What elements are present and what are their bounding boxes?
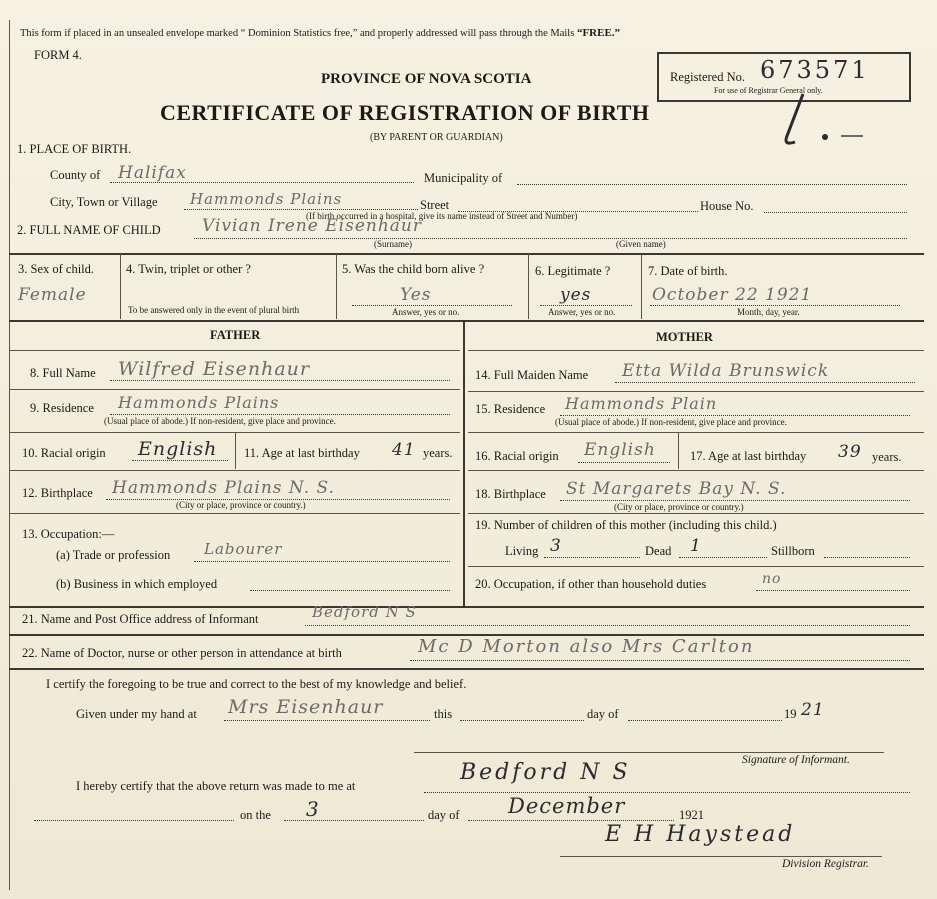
given-under-line	[224, 720, 430, 721]
father-trade-label: (a) Trade or profession	[56, 548, 171, 562]
child-name-line	[194, 238, 907, 239]
row-21-top-rule	[9, 606, 924, 608]
father-residence-line	[110, 414, 450, 415]
father-birthplace-label: 12. Birthplace	[22, 486, 93, 500]
born-alive-note: Answer, yes or no.	[392, 307, 460, 317]
father-racial-age-divider	[235, 433, 236, 469]
mother-occupation-value: no	[762, 571, 782, 587]
father-racial-line	[132, 460, 228, 461]
dob-value: October 22 1921	[652, 285, 813, 305]
mother-heading: MOTHER	[656, 330, 713, 344]
registrar-day-line	[284, 820, 424, 821]
mother-racial-age-divider	[678, 433, 679, 469]
father-business-label: (b) Business in which employed	[56, 577, 218, 591]
mother-years-label: years.	[872, 450, 902, 464]
this-label: this	[434, 707, 453, 721]
child-name-value: Vivian Irene Eisenhaur	[202, 216, 422, 236]
mother-stillborn-label: Stillborn	[771, 544, 815, 558]
informant-signature-line	[414, 752, 884, 753]
postal-notice: This form if placed in an unsealed envelope marked “ Dominion Statistics free,” and properly addressed will pass through the Mails “FREE.”	[20, 27, 621, 39]
mother-children-label: 19. Number of children of this mother (including this child.)	[475, 518, 777, 532]
house-line	[764, 212, 907, 213]
father-name-value: Wilfred Eisenhaur	[118, 358, 310, 380]
born-alive-line	[352, 305, 512, 306]
father-business-line	[250, 590, 450, 591]
certify-top-rule	[9, 668, 924, 670]
mother-residence-note: (Usual place of abode.) If non-resident, give place and province.	[555, 417, 787, 427]
father-birthplace-note: (City or place, province or country.)	[176, 500, 306, 510]
born-alive-label: 5. Was the child born alive ?	[342, 262, 485, 276]
mother-birthplace-note: (City or place, province or country.)	[614, 502, 744, 512]
legitimate-line	[540, 305, 632, 306]
mother-birthplace-value: St Margarets Bay N. S.	[566, 479, 787, 499]
certify-statement: I certify the foregoing to be true and correct to the best of my knowledge and belief.	[46, 677, 467, 691]
father-residence-note: (Usual place of abode.) If non-resident, give place and province.	[104, 416, 336, 426]
day-of-line	[628, 720, 782, 721]
father-row-12-rule	[10, 513, 460, 514]
mother-occupation-label: 20. Occupation, if other than household duties	[475, 577, 707, 591]
mother-birthplace-label: 18. Birthplace	[475, 487, 546, 501]
city-value: Hammonds Plains	[190, 190, 343, 208]
father-name-line	[110, 380, 450, 381]
dob-label: 7. Date of birth.	[648, 264, 728, 278]
certificate-title: CERTIFICATE OF REGISTRATION OF BIRTH	[160, 100, 650, 125]
divider-6-7	[641, 254, 642, 319]
registrar-signature-value: E H Haystead	[605, 822, 796, 847]
mother-heading-rule	[468, 350, 924, 351]
father-trade-line	[194, 561, 450, 562]
divider-4-5	[336, 254, 337, 319]
registrar-place-value: Bedford N S	[460, 760, 631, 785]
mother-living-line	[544, 557, 640, 558]
sex-label: 3. Sex of child.	[18, 262, 95, 276]
mother-racial-line	[578, 462, 670, 463]
informant-signature-caption: Signature of Informant.	[742, 754, 850, 766]
mother-occupation-line	[756, 590, 910, 591]
registrar-day-of-label: day of	[428, 808, 460, 822]
informant-value: Bedford N S	[312, 603, 417, 621]
year-prefix: 19	[784, 707, 797, 721]
mother-row-15-rule	[468, 432, 924, 433]
registrar-year-value: 1921	[679, 808, 704, 822]
mother-residence-label: 15. Residence	[475, 402, 546, 416]
father-racial-label: 10. Racial origin	[22, 446, 106, 460]
registrar-signature-line	[560, 856, 882, 857]
father-years-label: years.	[423, 446, 453, 460]
mother-dead-value: 1	[690, 536, 702, 556]
father-name-label: 8. Full Name	[30, 366, 96, 380]
row-3-top-rule	[9, 253, 924, 255]
county-label: County of	[50, 168, 101, 182]
registrar-general-note: For use of Registrar General only.	[714, 86, 823, 95]
left-border	[9, 20, 10, 890]
twin-label: 4. Twin, triplet or other ?	[126, 262, 251, 276]
father-residence-label: 9. Residence	[30, 401, 94, 415]
mother-residence-line	[560, 415, 910, 416]
parents-divider	[463, 322, 465, 607]
mother-living-value: 3	[550, 536, 562, 556]
registrar-caption: Division Registrar.	[782, 858, 869, 870]
mother-living-label: Living	[505, 544, 539, 558]
child-name-label: 2. FULL NAME OF CHILD	[17, 223, 161, 237]
twin-note: To be answered only in the event of plural birth	[128, 305, 300, 315]
dob-note: Month, day, year.	[737, 307, 800, 317]
municipality-label: Municipality of	[424, 171, 503, 185]
dob-line	[650, 305, 900, 306]
row-parents-top-rule	[9, 320, 924, 322]
mother-stillborn-line	[824, 557, 910, 558]
year-value: 21	[801, 700, 825, 720]
born-alive-value: Yes	[400, 285, 432, 305]
mother-name-value: Etta Wilda Brunswick	[622, 361, 830, 381]
mother-age-value: 39	[838, 442, 862, 462]
on-the-label: on the	[240, 808, 271, 822]
father-racial-value: English	[138, 438, 218, 460]
divider-5-6	[528, 254, 529, 319]
pen-mark-icon	[765, 92, 875, 152]
doctor-label: 22. Name of Doctor, nurse or other person in attendance at birth	[22, 646, 342, 660]
registered-number: 673571	[760, 56, 870, 84]
mother-row-14-rule	[468, 391, 924, 392]
father-row-8-rule	[10, 389, 460, 390]
mother-name-line	[615, 382, 915, 383]
registered-label: Registered No.	[670, 70, 745, 84]
father-heading-rule	[10, 350, 460, 351]
certificate-subtitle: (BY PARENT OR GUARDIAN)	[370, 132, 503, 143]
mother-birthplace-line	[560, 500, 910, 501]
registrar-month-value: December	[508, 794, 626, 818]
day-of-label: day of	[587, 707, 619, 721]
doctor-line	[410, 660, 910, 661]
mother-racial-value: English	[584, 440, 656, 460]
registrar-day-value: 3	[306, 797, 320, 821]
father-row-10-rule	[10, 470, 460, 471]
father-trade-value: Labourer	[204, 540, 283, 558]
father-heading: FATHER	[210, 328, 261, 342]
registrar-month-line	[468, 820, 674, 821]
mother-row-16-rule	[468, 470, 924, 471]
father-age-label: 11. Age at last birthday	[244, 446, 360, 460]
city-line	[184, 209, 418, 210]
informant-line	[305, 625, 910, 626]
registrar-leading-line	[34, 820, 234, 821]
mother-dead-label: Dead	[645, 544, 672, 558]
place-of-birth-heading: 1. PLACE OF BIRTH.	[17, 142, 132, 156]
mother-row-18-rule	[468, 513, 924, 514]
this-line	[460, 720, 584, 721]
father-occupation-label: 13. Occupation:—	[22, 527, 115, 541]
municipality-line	[517, 184, 907, 185]
father-age-value: 41	[392, 440, 416, 460]
registrar-place-line	[424, 792, 910, 793]
hospital-note: (If birth occurred in a hospital, give its name instead of Street and Number)	[306, 211, 578, 221]
mother-name-label: 14. Full Maiden Name	[475, 368, 589, 382]
father-birthplace-value: Hammonds Plains N. S.	[112, 478, 335, 498]
divider-3-4	[120, 254, 121, 319]
mother-row-19-rule	[468, 566, 924, 567]
informant-label: 21. Name and Post Office address of Informant	[22, 612, 259, 626]
surname-note: (Surname)	[374, 239, 412, 249]
sex-value: Female	[18, 285, 87, 305]
father-residence-value: Hammonds Plains	[118, 393, 280, 412]
county-value: Halifax	[118, 163, 187, 183]
given-under-label: Given under my hand at	[76, 707, 197, 721]
legitimate-label: 6. Legitimate ?	[535, 264, 611, 278]
given-under-value: Mrs Eisenhaur	[228, 696, 384, 718]
doctor-value: Mc D Morton also Mrs Carlton	[418, 636, 755, 657]
house-label: House No.	[700, 199, 754, 213]
mother-residence-value: Hammonds Plain	[565, 394, 718, 413]
legitimate-note: Answer, yes or no.	[548, 307, 616, 317]
city-label: City, Town or Village	[50, 195, 158, 209]
province-heading: PROVINCE OF NOVA SCOTIA	[321, 71, 532, 87]
legitimate-value: yes	[560, 285, 592, 305]
form-number: FORM 4.	[34, 48, 82, 62]
mother-dead-line	[679, 557, 767, 558]
registrar-statement: I hereby certify that the above return was made to me at	[76, 779, 356, 793]
given-name-note: (Given name)	[616, 239, 666, 249]
mother-age-label: 17. Age at last birthday	[690, 449, 807, 463]
street-label: Street	[420, 198, 450, 212]
mother-racial-label: 16. Racial origin	[475, 449, 559, 463]
